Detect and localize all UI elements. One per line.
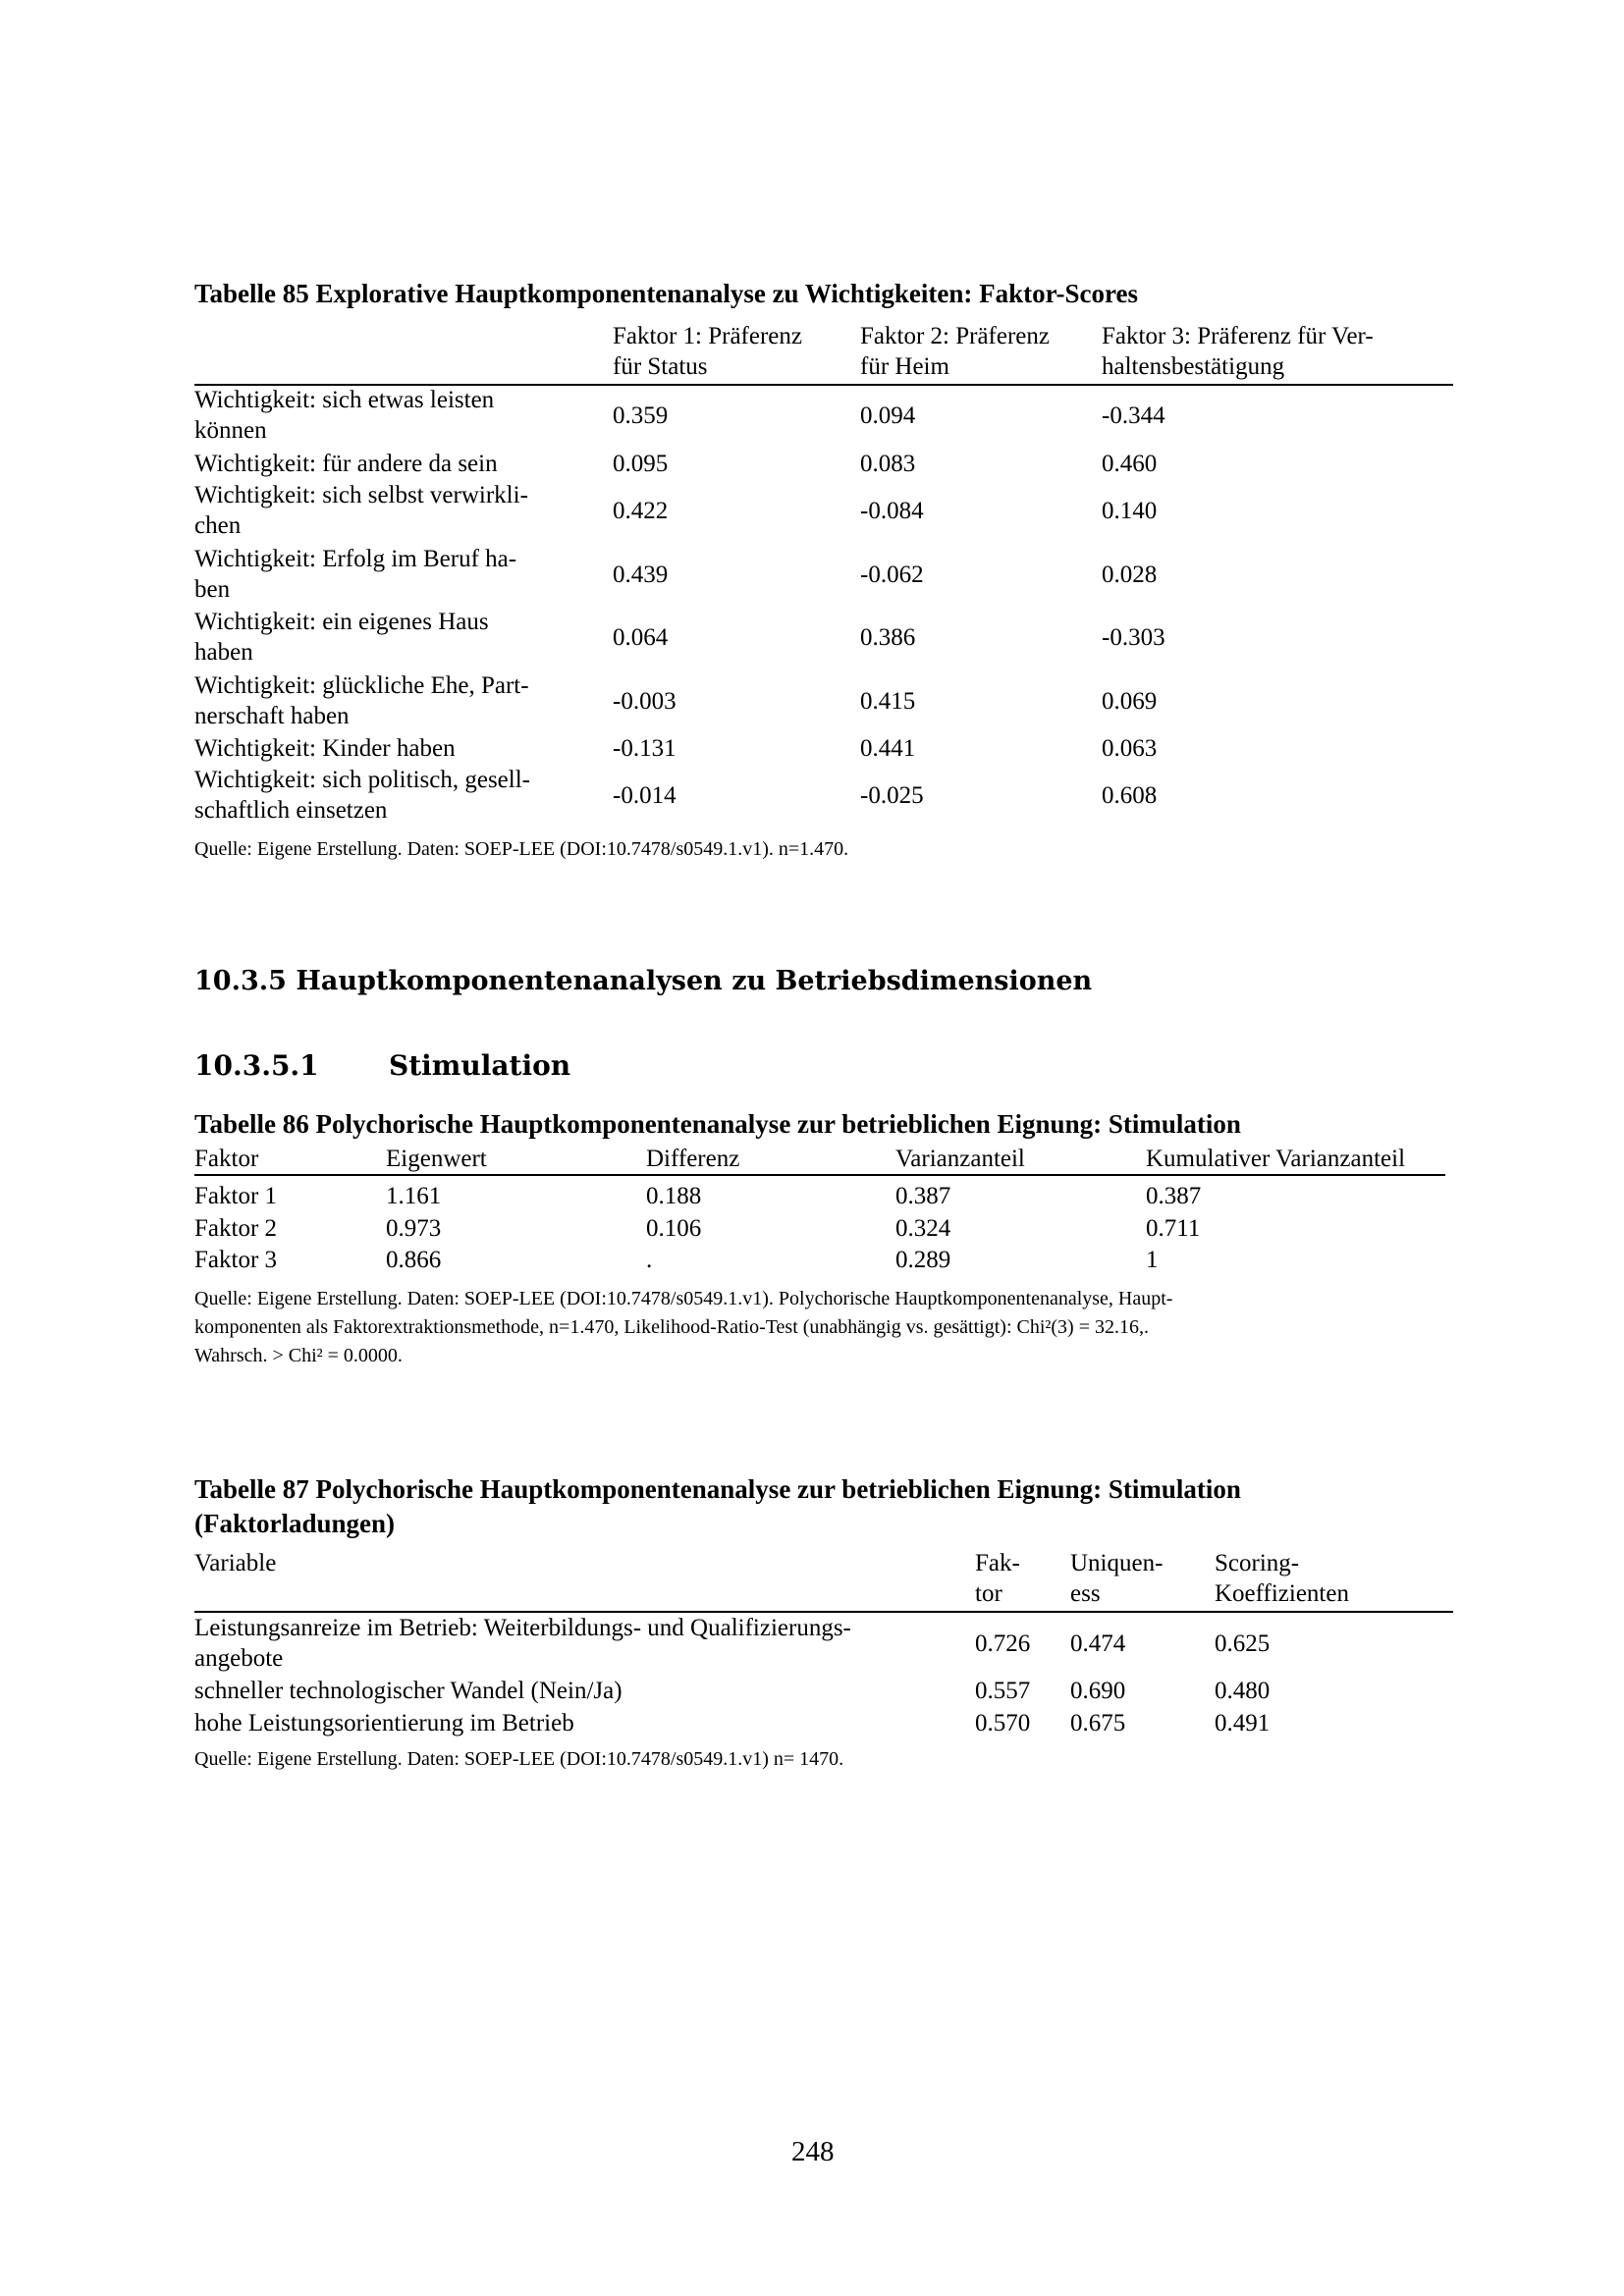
column-header-line: Fak-	[975, 1550, 1020, 1576]
table-cell: 0.188	[646, 1183, 702, 1209]
column-header-line: tor	[975, 1580, 1002, 1607]
table-cell: 0.387	[895, 1183, 951, 1209]
table-86-title: Tabelle 86 Polychorische Hauptkomponentenanalyse zur betrieblichen Eignung: Stimulation	[194, 1109, 1241, 1139]
table-cell: 1.161	[386, 1183, 442, 1209]
table-cell: 0.324	[895, 1215, 951, 1242]
table-cell: 0.608	[1102, 781, 1158, 809]
row-label: Faktor 3	[194, 1247, 278, 1273]
table-cell: 0.083	[860, 450, 916, 477]
subsection-title: Stimulation	[389, 1049, 571, 1082]
row-label-line: Wichtigkeit: Erfolg im Beruf ha-	[194, 546, 517, 572]
column-header: Kumulativer Varianzanteil	[1146, 1146, 1406, 1172]
row-label	[194, 1613, 851, 1674]
table-cell: 0.094	[860, 401, 916, 429]
table-cell: 0.415	[860, 687, 916, 715]
row-label: Faktor 2	[194, 1215, 278, 1242]
table-85-source-note: Quelle: Eigene Erstellung. Daten: SOEP-LEE (DOI:10.7478/s0549.1.v1). n=1.470.	[194, 838, 849, 860]
table-cell: 0.480	[1215, 1677, 1271, 1704]
table-cell: -0.014	[613, 781, 677, 809]
row-label-line: ben	[194, 576, 231, 603]
table-cell: 0.866	[386, 1247, 442, 1273]
table-cell: 0.069	[1102, 687, 1158, 715]
column-header: Varianzanteil	[895, 1146, 1025, 1172]
table-cell: 0.726	[975, 1629, 1031, 1657]
table-cell: 0.359	[613, 401, 669, 429]
column-header: Faktor	[194, 1146, 259, 1172]
table-cell: -0.025	[860, 781, 924, 809]
table-cell: 0.491	[1215, 1709, 1271, 1736]
table-cell: 0.625	[1215, 1629, 1271, 1657]
column-header-line: ess	[1070, 1580, 1101, 1607]
table-cell: 0.973	[386, 1215, 442, 1242]
row-label	[194, 544, 516, 605]
row-label-line: Leistungsanreize im Betrieb: Weiterbildungs- und Qualifizierungs-	[194, 1615, 851, 1641]
row-label-line: chen	[194, 512, 242, 539]
table-cell: 0.106	[646, 1215, 702, 1242]
row-label-line: Wichtigkeit: sich politisch, gesell-	[194, 767, 530, 793]
table-cell: 0.064	[613, 623, 669, 651]
table-cell: -0.344	[1102, 401, 1165, 429]
table-cell: 0.063	[1102, 734, 1158, 762]
row-label-line: Wichtigkeit: für andere da sein	[194, 450, 498, 477]
table-cell: 0.460	[1102, 450, 1158, 477]
table-cell: 0.028	[1102, 561, 1158, 588]
table-cell: 0.289	[895, 1247, 951, 1273]
table-cell: -0.303	[1102, 623, 1165, 651]
row-label	[194, 480, 528, 541]
page-number: 248	[791, 2136, 835, 2167]
column-header	[1215, 1548, 1349, 1609]
table-cell: 0.095	[613, 450, 669, 477]
row-label-line: können	[194, 417, 267, 444]
table-cell: 0.557	[975, 1677, 1031, 1704]
column-header: Faktor 2: Präferenz für Heim	[860, 323, 1050, 380]
table-86-source-note: Quelle: Eigene Erstellung. Daten: SOEP-LEE (DOI:10.7478/s0549.1.v1). Polychorische Hauptkomponentenanalyse, Haupt- komponenten als Faktorextraktionsmethode, n=1.470, Likelihood-Ratio-Test (unabhängig vs. gesättigt): Chi²(3) = 32.16,. Wahrsch. > Chi² = 0.0000.	[194, 1288, 1173, 1366]
row-label-line: Wichtigkeit: sich selbst verwirkli-	[194, 482, 528, 508]
table-cell: -0.003	[613, 687, 677, 715]
table-cell: .	[646, 1247, 653, 1273]
column-header-line: Variable	[194, 1550, 277, 1576]
table-cell: 0.422	[613, 497, 669, 524]
table-87-title: Tabelle 87 Polychorische Hauptkomponentenanalyse zur betrieblichen Eignung: Stimulation (Faktorladungen)	[194, 1474, 1241, 1538]
column-header	[194, 1548, 276, 1578]
row-label-line: Wichtigkeit: glückliche Ehe, Part-	[194, 672, 529, 699]
row-label: Faktor 1	[194, 1183, 278, 1209]
section-heading: 10.3.5 Hauptkomponentenanalysen zu Betriebsdimensionen	[194, 966, 1093, 996]
row-label	[194, 765, 530, 826]
column-header: Faktor 3: Präferenz für Ver- haltensbestätigung	[1102, 323, 1374, 380]
row-label-line: nerschaft haben	[194, 703, 350, 729]
row-label-line: Wichtigkeit: Kinder haben	[194, 734, 456, 762]
table-cell: 0.711	[1146, 1215, 1201, 1242]
table-cell: 0.570	[975, 1709, 1031, 1736]
row-label	[194, 1676, 623, 1706]
table-85-title: Tabelle 85 Explorative Hauptkomponentenanalyse zu Wichtigkeiten: Faktor-Scores	[194, 279, 1139, 308]
row-label-line: Wichtigkeit: sich etwas leisten	[194, 387, 495, 413]
table-cell: 0.140	[1102, 497, 1158, 524]
column-header-line: Uniquen-	[1070, 1550, 1164, 1576]
row-label-line: schneller technologischer Wandel (Nein/Ja)	[194, 1677, 623, 1704]
row-label-line: Wichtigkeit: ein eigenes Haus	[194, 609, 489, 635]
row-label-line: haben	[194, 639, 253, 666]
table-cell: -0.084	[860, 497, 924, 524]
table-cell: -0.131	[613, 734, 677, 762]
table-87-source-note: Quelle: Eigene Erstellung. Daten: SOEP-LEE (DOI:10.7478/s0549.1.v1) n= 1470.	[194, 1748, 844, 1770]
column-header-line: Scoring-	[1215, 1550, 1300, 1576]
table-cell: -0.062	[860, 561, 924, 588]
table-cell: 0.439	[613, 561, 669, 588]
row-label-line: schaftlich einsetzen	[194, 797, 388, 824]
column-header: Eigenwert	[386, 1146, 487, 1172]
row-label	[194, 733, 456, 764]
table-cell: 0.690	[1070, 1677, 1126, 1704]
table-86-header-rule	[194, 1174, 1445, 1176]
row-label-line: hohe Leistungsorientierung im Betrieb	[194, 1709, 574, 1736]
table-cell: 1	[1146, 1247, 1159, 1273]
table-cell: 0.441	[860, 734, 916, 762]
column-header: Faktor 1: Präferenz für Status	[613, 323, 802, 380]
table-cell: 0.387	[1146, 1183, 1202, 1209]
row-label	[194, 1708, 574, 1738]
row-label-line: angebote	[194, 1645, 284, 1672]
row-label	[194, 670, 529, 731]
column-header	[1070, 1548, 1163, 1609]
column-header	[975, 1548, 1020, 1609]
column-header-line: Koeffizienten	[1215, 1580, 1349, 1607]
table-cell: 0.386	[860, 623, 916, 651]
row-label	[194, 449, 498, 479]
table-cell: 0.675	[1070, 1709, 1126, 1736]
table-cell: 0.474	[1070, 1629, 1126, 1657]
subsection-number: 10.3.5.1	[194, 1049, 319, 1082]
row-label	[194, 607, 489, 667]
column-header: Differenz	[646, 1146, 740, 1172]
row-label	[194, 385, 494, 446]
